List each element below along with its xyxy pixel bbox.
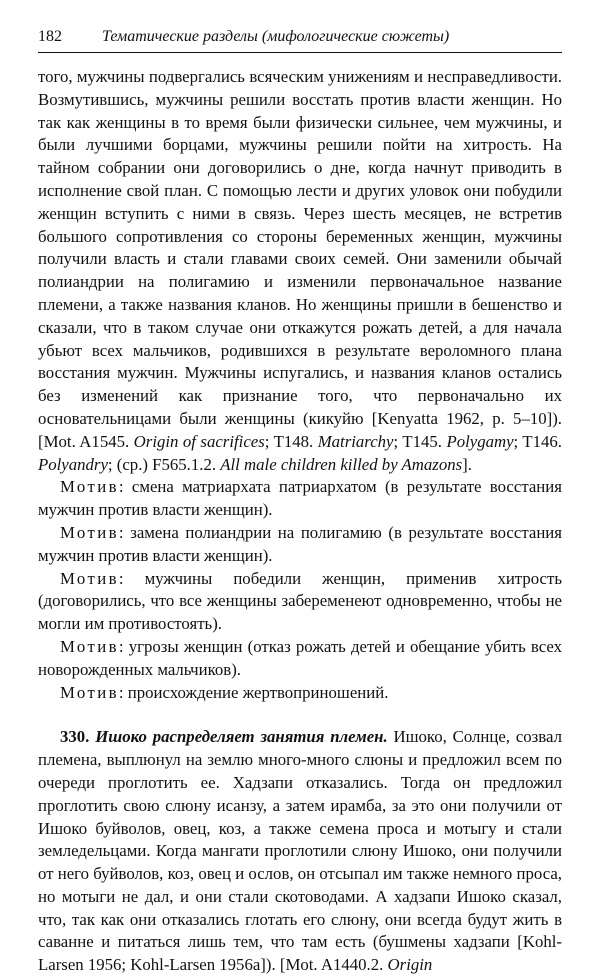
motif-label: Мотив [60,522,119,542]
motif-label: Мотив [60,682,119,702]
header-rule [38,52,562,53]
section-gap [38,704,562,726]
page-number: 182 [38,28,62,45]
entry-paragraph: 330. Ишоко распределяет занятия племен. Ишоко, Солнце, созвал племена, выплюнул на землю много-много слюны и предложил всем по очереди проглотить ее. Хадзапи отказались. Тогда он предложил проглотить свою слюну исанзу, а затем ирамба, за это они получили от Ишоко буйволов, овец, коз, а также семена проса и мотыгу и стали земледельцами. Когда мангати проглотили слюну Ишоко, они получили от него буйволов, коз, овец и ослов, он отсыпал им также немного проса, но мотыги не дал, и они стали скотоводами. А хадзапи Ишоко сказал, что, так как они отказались глотать его слюну, они всегда будут жить в саванне и питаться лишь тем, что там есть (бушмены хадзапи [Kohl-Larsen 1956; Kohl-Larsen 1956a]). [Mot. A1440.2. Origin [38,727,562,975]
running-title: Тематические разделы (мифологические сюжеты) [102,28,450,45]
motif-paragraph: Мотив: замена полиандрии на полигамию (в результате восстания мужчин против власти женщин). [38,522,562,565]
motif-label: Мотив [60,477,119,497]
motif-paragraph: Мотив: угрозы женщин (отказ рожать детей и обещание убить всех новорожденных мальчиков). [38,636,562,679]
motif-label: Мотив [60,636,119,656]
entry-number: 330. [60,727,90,747]
paragraph-continuation: того, мужчины подвергались всяческим унижениям и несправедливости. Возмутившись, мужчины решили восстать против власти женщин. Но так как женщины в то время были физически сильнее, чем мужчины, и были лучшими борцами, мужчины решили пойти на хитрость. На тайном собрании они договорились о дне, когда начнут приводить в исполнение свой план. С помощью лести и других уловок они побудили женщин вступить с ними в связь. Через шесть месяцев, не встретив большого сопротивления со стороны беременных женщин, мужчины получили власть и стали главами своих семей. Они заменили обычай полиандрии на полигамию и изменили первоначальное название племени, а также названия кланов. Но женщины пришли в бешенство и сказали, что в таком случае они откажутся рожать детей, а для начала убьют всех мальчиков, родившихся в результате вероломного плана восстания мужчин. Мужчины испугались, и названия кланов остались без изменений как признание того, что первоначально их основательницами были женщины (кикуйю [Kenyatta 1962, p. 5–10]). [Mot. A1545. Origin of sacrifices; T148. Matriarchy; T145. Polygamy; T146. Polyandry; (ср.) F565.1.2. All male children killed by Amazons]. [38,67,562,474]
entry-title: Ишоко распределяет занятия племен. [95,727,388,747]
motif-label: Мотив [60,568,119,588]
motif-paragraph: Мотив: происхождение жертвоприношений. [60,682,389,702]
motif-paragraph: Мотив: мужчины победили женщин, применив хитрость (договорились, что все женщины забеременеют одновременно, чтобы не могли им противостоять). [38,568,562,634]
motif-paragraph: Мотив: смена матриархата патриархатом (в результате восстания мужчин против власти женщин). [38,477,562,520]
text-body [38,66,562,977]
page-header [38,26,562,52]
